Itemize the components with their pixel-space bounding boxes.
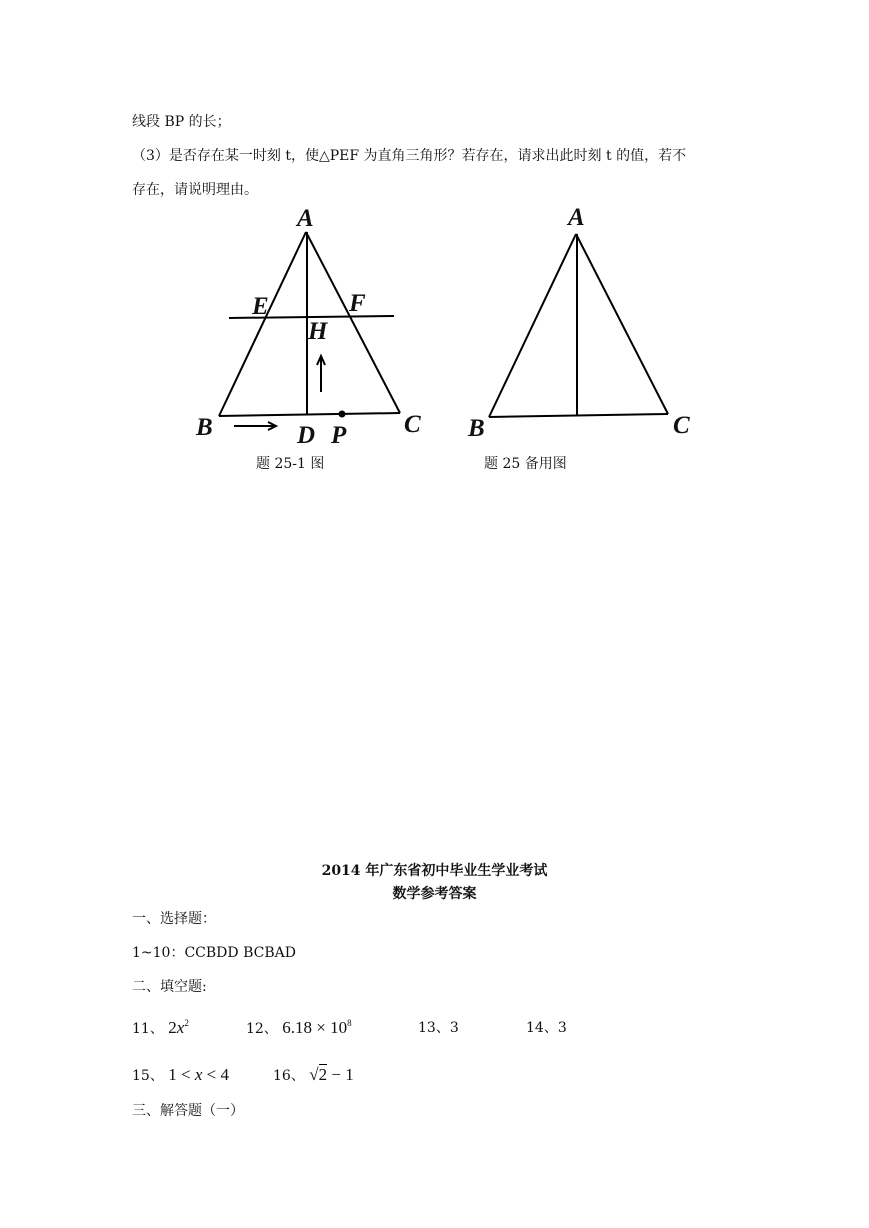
answer-15 [132,1066,229,1085]
q12-number: 12、 [246,1021,278,1037]
q16-expression [309,1064,353,1084]
backup-side-AC [576,234,668,414]
figure-2-caption: 题 25 备用图 [484,456,567,472]
problem-line-2: （3）是否存在某一时刻 t，使△PEF 为直角三角形？若存在，请求出此时刻 t 的值，若不 [132,148,687,164]
q15-expression [168,1065,229,1084]
section-solve: 三、解答题（一） [132,1103,244,1119]
q15-number: 15、 [132,1068,164,1084]
problem-line-3: 存在，请说明理由。 [132,182,258,198]
q15-right: < 4 [202,1065,230,1084]
label-A: A [297,205,314,232]
q12-expression [282,1018,351,1037]
q15-left: 1 < [168,1065,195,1084]
q11-number: 11、 [132,1021,164,1037]
backup-side-BC [489,414,668,417]
q16-sqrt: √ [309,1065,319,1084]
label-F: F [349,290,366,317]
answer-13: 13、3 [418,1020,459,1036]
label-H: H [308,318,328,345]
answer-14: 14、3 [526,1020,567,1036]
q16-number: 16、 [273,1068,305,1084]
label-D: D [297,422,316,449]
q12-exp: 8 [347,1018,352,1028]
point-P-dot [339,411,346,418]
answer-16 [273,1066,354,1085]
backup-label-C: C [673,412,690,439]
q15-var: x [194,1065,203,1084]
backup-label-B: B [468,415,485,442]
q16-radicand: 2 [318,1065,328,1084]
q11-expression [168,1018,189,1037]
backup-side-AB [489,234,576,417]
figure-1-caption: 题 25-1 图 [256,456,325,472]
section-fill: 二、填空题: [132,979,207,995]
answer-11 [132,1019,189,1038]
mc-answers: 1~10：CCBDD BCBAD [132,945,296,961]
label-P: P [331,422,347,449]
label-C: C [404,411,421,438]
label-E: E [252,293,269,320]
q11-var: x [176,1018,185,1037]
backup-label-A: A [568,204,585,231]
q11-exp: 2 [184,1018,189,1028]
side-AB [219,232,306,416]
q16-rest: − 1 [327,1065,354,1084]
section-choice: 一、选择题： [132,911,216,927]
side-BC [219,413,400,416]
figure-25-backup-lines [489,234,668,417]
problem-line-1: 线段 BP 的长； [132,114,231,130]
label-B: B [196,414,213,441]
answer-12 [246,1019,352,1038]
answers-title: 2014 年广东省初中毕业生学业考试 [321,863,548,879]
geometry-figures [0,0,869,480]
q11-coef: 2 [168,1018,177,1037]
q12-value: 6.18 × 10 [282,1018,348,1037]
answers-subtitle: 数学参考答案 [392,886,477,902]
